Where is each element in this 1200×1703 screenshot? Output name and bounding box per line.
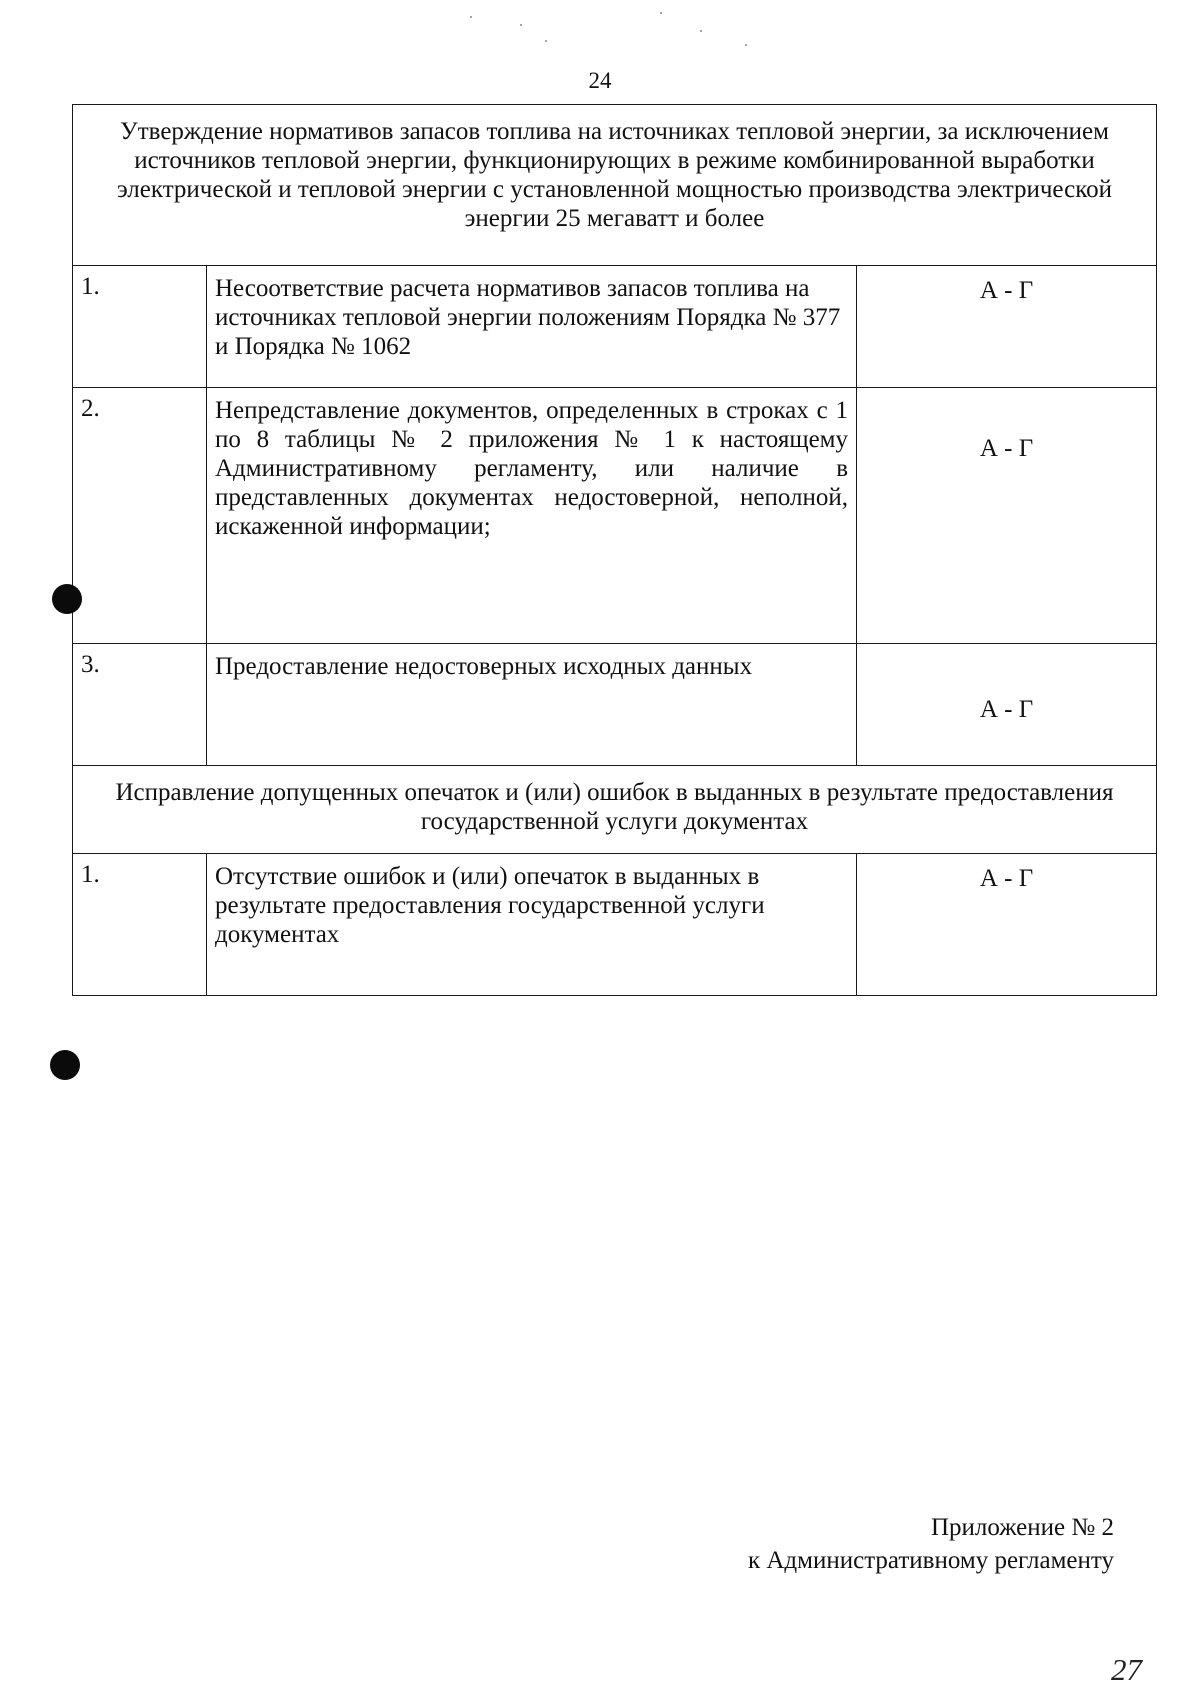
section-header-row [73,105,1157,266]
row-number: 1. [73,265,207,387]
row-code: А - Г [857,644,1157,766]
row-code: А - Г [857,265,1157,387]
row-description: Несоответствие расчета нормативов запасов топлива на источниках тепловой энергии положениям Порядка № 377 и Порядка № 1062 [207,265,857,387]
scan-speck [700,30,702,32]
table-row [73,265,1157,387]
row-number: 3. [73,644,207,766]
appendix-caption [748,1511,1114,1577]
section-title: Утверждение нормативов запасов топлива на источниках тепловой энергии, за исключением источников тепловой энергии, функционирующих в режиме комбинированной выработки электрической и тепловой энергии с установленной мощностью производства электрической энергии 25 мегаватт и более [73,105,1157,266]
section-header-row [73,766,1157,853]
row-description: Предоставление недостоверных исходных данных [207,644,857,766]
row-number: 2. [73,387,207,643]
table-row [73,644,1157,766]
scan-speck [545,40,547,42]
punch-hole-mark [50,1050,80,1080]
punch-hole-mark [52,584,82,614]
handwritten-sheet-number: 27 [1111,1652,1142,1687]
row-description: Непредставление документов, определенных в строках с 1 по 8 таблицы № 2 приложения № 1 к настоящему Административному регламенту, или наличие в представленных документах недостоверной, неполной, искаженной информации; [207,387,857,643]
scan-speck [745,44,747,46]
table-row [73,387,1157,643]
row-code: А - Г [857,853,1157,995]
row-code: А - Г [857,387,1157,643]
scan-speck [470,16,472,18]
scan-speck [520,24,522,26]
grounds-table [72,104,1157,996]
section-title: Исправление допущенных опечаток и (или) ошибок в выданных в результате предоставления государственной услуги документах [73,766,1157,853]
appendix-title: Приложение № 2 [930,1514,1114,1541]
row-number: 1. [73,853,207,995]
row-description: Отсутствие ошибок и (или) опечаток в выданных в результате предоставления государственной услуги документах [207,853,857,995]
table-row [73,853,1157,995]
scan-speck [660,12,662,14]
appendix-subtitle: к Административному регламенту [747,1547,1114,1574]
page-number: 24 [588,68,612,93]
